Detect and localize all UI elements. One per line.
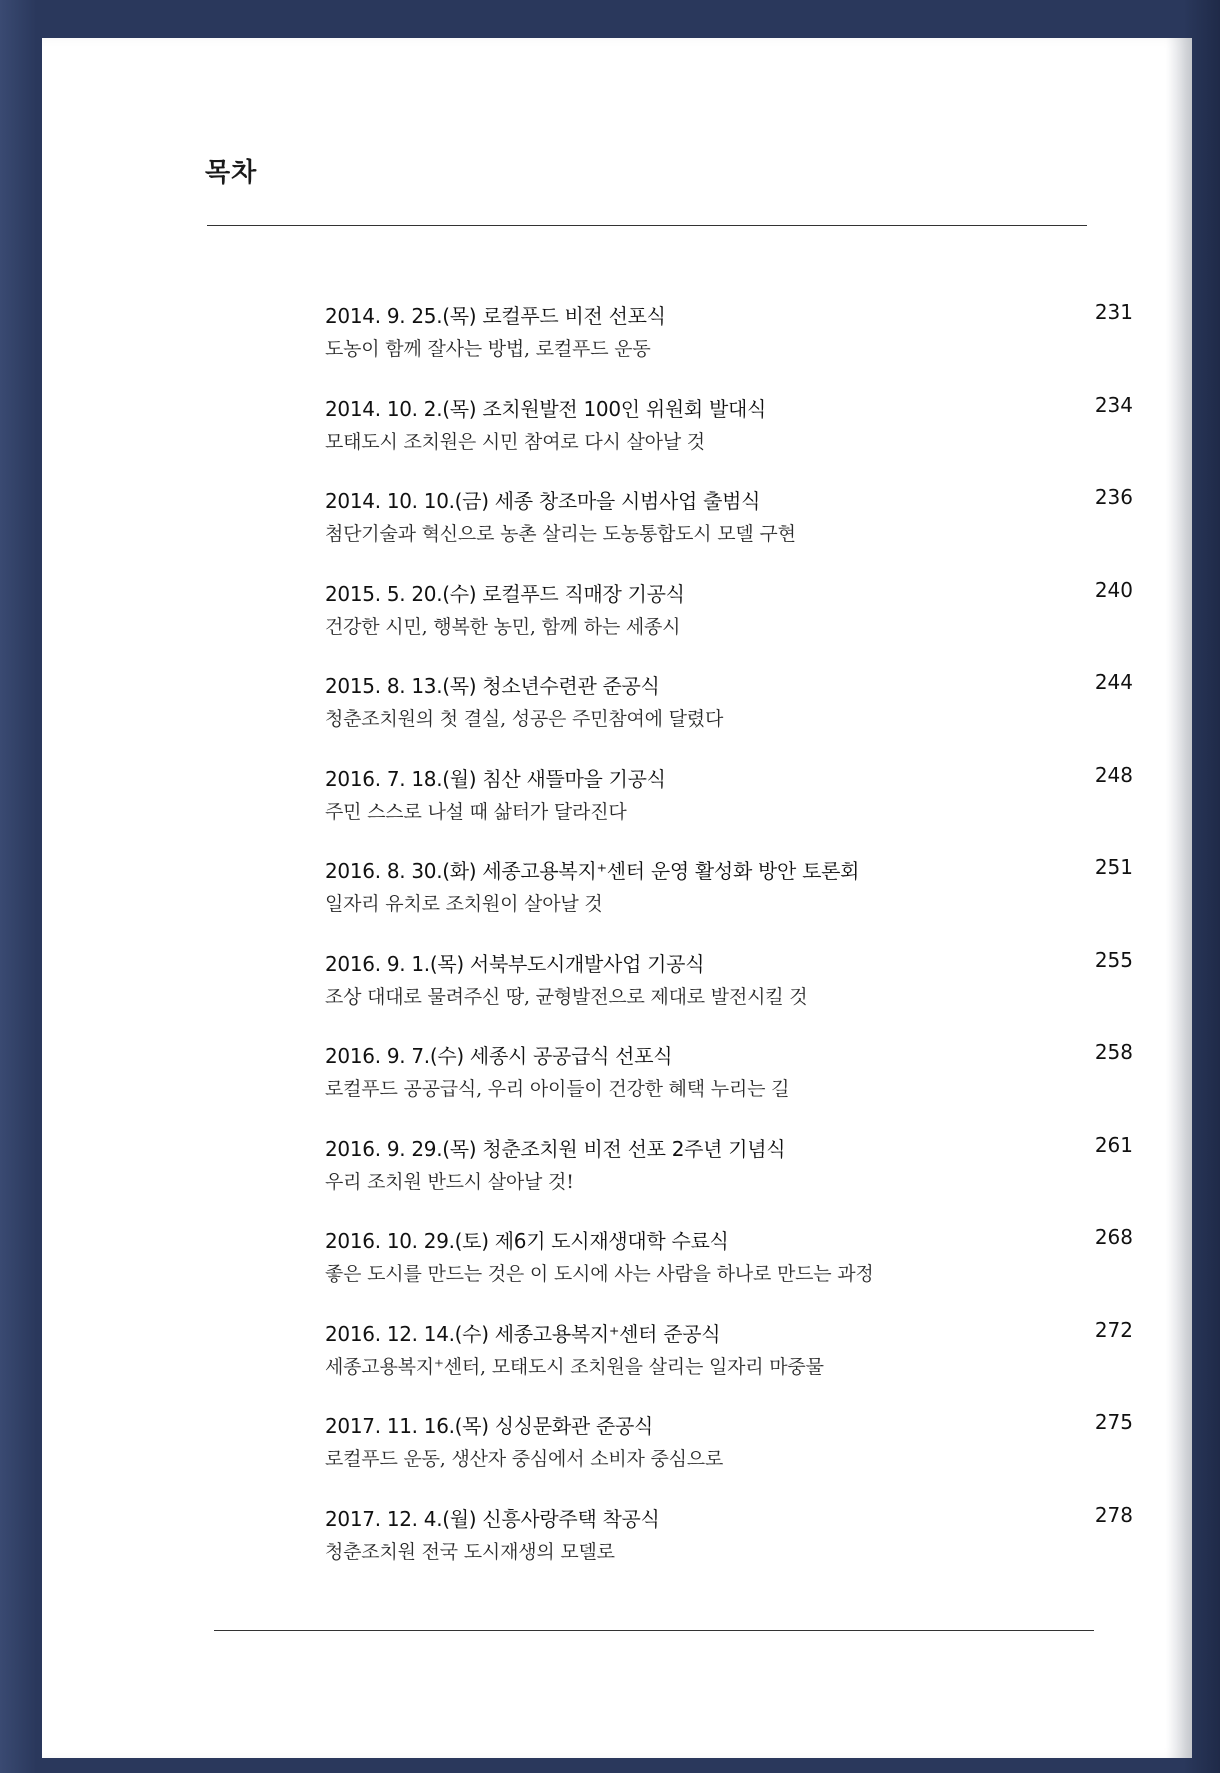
entry-title: 2015. 8. 13.(목) 청소년수련관 준공식 <box>325 674 660 698</box>
toc-entry <box>325 855 1133 948</box>
top-divider <box>207 225 1087 226</box>
entry-subtitle: 우리 조치원 반드시 살아날 것! <box>325 1170 574 1193</box>
entry-title: 2016. 9. 29.(목) 청춘조치원 비전 선포 2주년 기념식 <box>325 1136 786 1161</box>
entry-subtitle: 세종고용복지⁺센터, 모태도시 조치원을 살리는 일자리 마중물 <box>325 1355 824 1378</box>
entry-title: 2017. 11. 16.(목) 싱싱문화관 준공식 <box>325 1414 653 1438</box>
entry-title: 2014. 9. 25.(목) 로컬푸드 비전 선포식 <box>325 304 666 328</box>
toc-entry <box>325 1225 1133 1318</box>
entry-page-number: 258 <box>1094 1040 1133 1064</box>
entry-title: 2014. 10. 2.(목) 조치원발전 100인 위원회 발대식 <box>325 396 767 421</box>
entry-title: 2016. 10. 29.(토) 제6기 도시재생대학 수료식 <box>325 1229 729 1253</box>
toc-heading: 목차 <box>205 158 258 188</box>
entry-title: 2015. 5. 20.(수) 로컬푸드 직매장 기공식 <box>325 581 685 606</box>
entry-title: 2016. 7. 18.(월) 침산 새뜰마을 기공식 <box>325 766 666 791</box>
entry-title: 2014. 10. 10.(금) 세종 창조마을 시범사업 출범식 <box>325 489 761 513</box>
entry-page-number: 251 <box>1094 855 1133 879</box>
entry-page-number: 268 <box>1094 1225 1133 1249</box>
bottom-divider <box>214 1630 1094 1631</box>
entry-title: 2016. 12. 14.(수) 세종고용복지⁺센터 준공식 <box>325 1321 721 1346</box>
toc-entry <box>325 300 1133 393</box>
entry-subtitle: 건강한 시민, 행복한 농민, 함께 하는 세종시 <box>325 615 681 638</box>
toc-entry <box>325 485 1133 578</box>
entry-page-number: 275 <box>1094 1410 1133 1434</box>
entry-subtitle: 도농이 함께 잘사는 방법, 로컬푸드 운동 <box>325 338 651 360</box>
toc-entry <box>325 393 1133 486</box>
toc-list <box>325 300 1133 1595</box>
entry-page-number: 234 <box>1094 392 1133 417</box>
toc-entry <box>325 1133 1133 1226</box>
entry-page-number: 255 <box>1094 947 1133 972</box>
entry-subtitle: 청춘조치원의 첫 결실, 성공은 주민참여에 달렸다 <box>325 708 724 730</box>
page-gutter-shadow <box>1166 38 1192 1758</box>
entry-subtitle: 로컬푸드 운동, 생산자 중심에서 소비자 중심으로 <box>325 1448 724 1470</box>
entry-subtitle: 일자리 유치로 조치원이 살아날 것 <box>325 893 603 915</box>
entry-page-number: 240 <box>1094 577 1133 602</box>
entry-title: 2017. 12. 4.(월) 신흥사랑주택 착공식 <box>325 1506 660 1531</box>
toc-entry <box>325 1410 1133 1503</box>
entry-title: 2016. 8. 30.(화) 세종고용복지⁺센터 운영 활성화 방안 토론회 <box>325 859 860 883</box>
toc-entry <box>325 578 1133 671</box>
entry-page-number: 244 <box>1094 670 1133 694</box>
toc-entry <box>325 1040 1133 1133</box>
book-page <box>42 38 1192 1758</box>
entry-subtitle: 조상 대대로 물려주신 땅, 균형발전으로 제대로 발전시킬 것 <box>325 985 808 1008</box>
entry-page-number: 231 <box>1094 300 1133 324</box>
entry-subtitle: 좋은 도시를 만드는 것은 이 도시에 사는 사람을 하나로 만드는 과정 <box>325 1263 874 1285</box>
toc-entry <box>325 948 1133 1041</box>
toc-entry <box>325 1503 1133 1596</box>
toc-entry <box>325 763 1133 856</box>
toc-entry <box>325 670 1133 763</box>
entry-title: 2016. 9. 1.(목) 서북부도시개발사업 기공식 <box>325 951 705 976</box>
entry-subtitle: 주민 스스로 나설 때 삶터가 달라진다 <box>325 800 627 823</box>
entry-page-number: 261 <box>1094 1132 1133 1157</box>
entry-page-number: 248 <box>1094 762 1133 787</box>
entry-page-number: 272 <box>1094 1317 1133 1342</box>
entry-subtitle: 청춘조치원 전국 도시재생의 모델로 <box>325 1540 615 1563</box>
entry-page-number: 236 <box>1094 485 1133 509</box>
entry-title: 2016. 9. 7.(수) 세종시 공공급식 선포식 <box>325 1044 673 1068</box>
entry-subtitle: 로컬푸드 공공급식, 우리 아이들이 건강한 혜택 누리는 길 <box>325 1078 790 1100</box>
entry-subtitle: 첨단기술과 혁신으로 농촌 살리는 도농통합도시 모델 구현 <box>325 523 796 545</box>
toc-entry <box>325 1318 1133 1411</box>
entry-page-number: 278 <box>1094 1502 1133 1527</box>
entry-subtitle: 모태도시 조치원은 시민 참여로 다시 살아날 것 <box>325 430 705 453</box>
